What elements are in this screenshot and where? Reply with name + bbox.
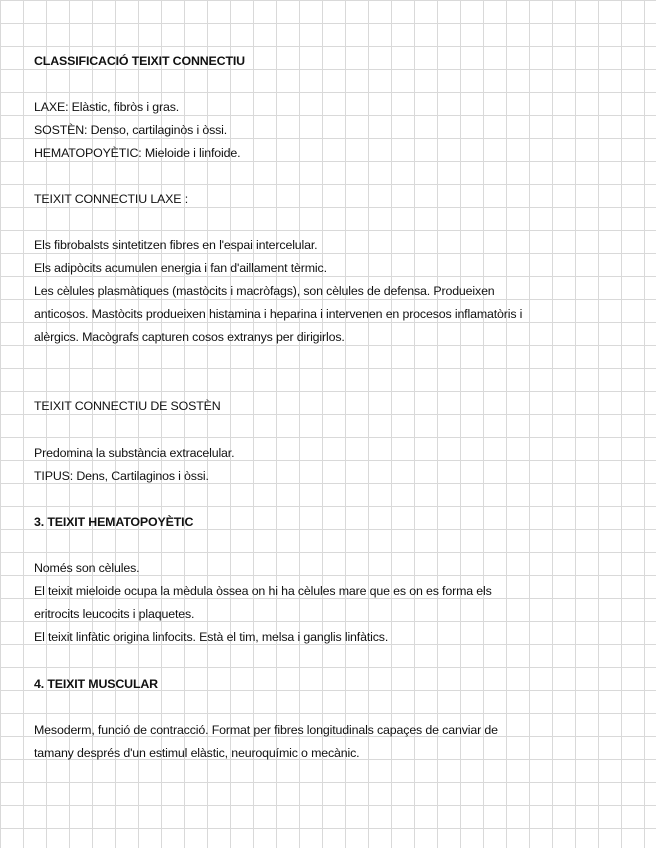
heading-laxe: TEIXIT CONNECTIU LAXE : [34,192,188,206]
muscular-line: tamany després d'un estimul elàstic, neuroquímic o mecànic. [34,746,360,760]
laxe-line: Les cèlules plasmàtiques (mastòcits i macròfags), son cèlules de defensa. Produeixen [34,284,495,298]
heading-muscular: 4. TEIXIT MUSCULAR [34,677,158,691]
sosten-line: TIPUS: Dens, Cartilaginos i òssi. [34,469,209,483]
classification-line: HEMATOPOYÈTIC: Mieloide i linfoide. [34,146,241,160]
laxe-line: Els adipòcits acumulen energia i fan d'aillament tèrmic. [34,261,327,275]
hemato-line: eritrocits leucocits i plaquetes. [34,607,195,621]
laxe-line: anticosos. Mastòcits produeixen histamina i heparina i intervenen en procesos inflamatòris i [34,307,523,321]
classification-line: LAXE: Elàstic, fibròs i gras. [34,100,180,114]
heading-sosten: TEIXIT CONNECTIU DE SOSTÈN [34,399,221,413]
heading-classification: CLASSIFICACIÓ TEIXIT CONNECTIU [34,54,245,68]
laxe-line: Els fibrobalsts sintetitzen fibres en l'espai intercelular. [34,238,318,252]
hemato-line: El teixit linfàtic origina linfocits. Està el tim, melsa i ganglis linfàtics. [34,630,389,644]
muscular-line: Mesoderm, funció de contracció. Format per fibres longitudinals capaçes de canviar de [34,723,498,737]
heading-hematopoyetic: 3. TEIXIT HEMATOPOYÈTIC [34,515,194,529]
hemato-line: Només son cèlules. [34,561,140,575]
laxe-line: alèrgics. Macògrafs capturen cosos extranys per dirigirlos. [34,330,345,344]
hemato-line: El teixit mieloide ocupa la mèdula òssea on hi ha cèlules mare que es on es forma els [34,584,492,598]
classification-line: SOSTÈN: Denso, cartilaginòs i òssi. [34,123,228,137]
sosten-line: Predomina la substància extracelular. [34,446,235,460]
